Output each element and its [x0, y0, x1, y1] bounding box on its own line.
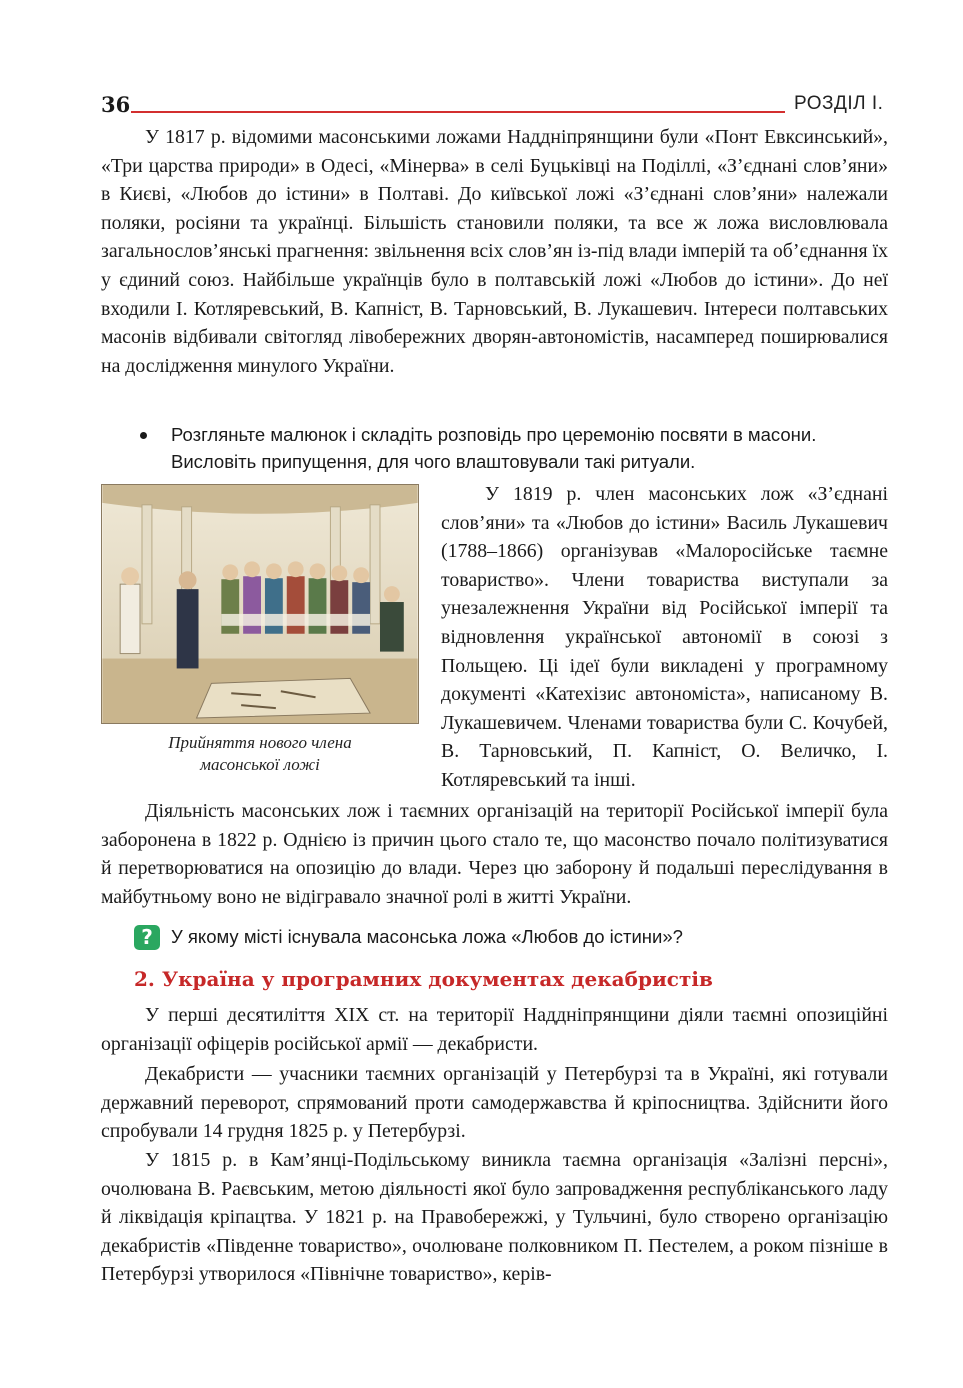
figure-caption-line-2: масонської ложі [200, 755, 320, 774]
masonic-initiation-illustration [101, 484, 419, 724]
paragraph-decembrist-organizations: У 1815 р. в Кам’янці-Подільському виникла таємна організація «Залізні персні», очолювана В. Раєвським, метою діяльності якої було запровадження республіканського ладу й ліквідація кріпацтва. У 1821 р. на Правобережжі, у Тульчині, було створено організацію декабристів «Південне товариство», очолюване полковником П. Пестелем, а роком пізніше в Петербурзі утворилося «Північне товариство», керів- [101, 1149, 888, 1286]
section-heading: 2. Україна у програмних документах декабристів [134, 967, 713, 991]
task-bullet-text: Розгляньте малюнок і складіть розповідь про церемонію посвяти в масони. Висловіть припущення, для чого влаштовували такі ритуали. [171, 424, 817, 472]
figure-caption-line-1: Прийняття нового члена [168, 733, 352, 752]
paragraph-decembrists-definition: Декабристи — учасники таємних організацій у Петербурзі та в Україні, які готували державний переворот, спрямований проти самодержавства й кріпосництва. Здійснити його спробували 14 грудня 1825 р. у Петербурзі. [101, 1063, 888, 1143]
paragraph-masonic-lodges: У 1817 р. відомими масонськими ложами Наддніпрянщини були «Понт Евксинський», «Три царства природи» в Одесі, «Мінерва» в селі Буцьківці на Поділлі, «З’єднані слов’яни» в Києві, «Любов до істини» в Полтаві. До київської ложі «З’єднані слов’яни» належали поляки, росіяни та українці. Більшість становили поляки, та все ж ложа висловлювала загальнослов’янські прагнення: звільнення всіх слов’ян із-під влади імперій та об’єднання їх у єдиний союз. Найбільше українців було в полтавській ложі «Любов до істини». До неї входили І. Котляревський, В. Капніст, В. Тарновський, В. Лукашевич. Інтереси полтавських масонів відбивали світогляд лівобережних дворян-автономістів, насамперед поширювалися на дослідження минулого України. [101, 126, 888, 377]
page-number: 36 [101, 92, 131, 117]
question-icon: ? [134, 925, 160, 950]
task-bullet [140, 421, 890, 475]
bullet-icon [140, 432, 147, 439]
paragraph-lodges-ban: Діяльність масонських лож і таємних організацій на території Російської імперії була заборонена в 1822 р. Однією із причин цього стало те, що масонство почало політизуватися й перетворюватися на опозицію до влади. Через цю заборону й подальші переслідування в майбутньому воно не відігравало значної ролі в житті України. [101, 800, 888, 908]
paragraph-lukashevych-society: У 1819 р. член масонських лож «З’єднані слов’яни» та «Любов до істини» Василь Лукашевич (1788–1866) організував «Малоросійське таємне товариство». Члени товариства виступали за унезалежнення України від Російської імперії та відновлення української автономії в союзі з Польщею. Ці ідеї були викладені у програмному документі «Катехізис автономіста», написаному В. Лукашевичем. Членами товариства були С. Кочубей, В. Тарновський, П. Капніст, О. Величко, І. Котляревський та інші. [441, 483, 888, 791]
question-text: У якому місті існувала масонська ложа «Любов до істини»? [171, 926, 683, 947]
figure-masonic-initiation [101, 484, 419, 776]
question-block [134, 923, 683, 950]
figure-caption [101, 732, 419, 776]
section-label: РОЗДІЛ І. [794, 93, 884, 114]
header-rule [131, 111, 785, 113]
paragraph-decembrists-intro: У перші десятиліття ХІХ ст. на території Наддніпрянщини діяли таємні опозиційні організації офіцерів російської армії — декабристи. [101, 1004, 888, 1055]
